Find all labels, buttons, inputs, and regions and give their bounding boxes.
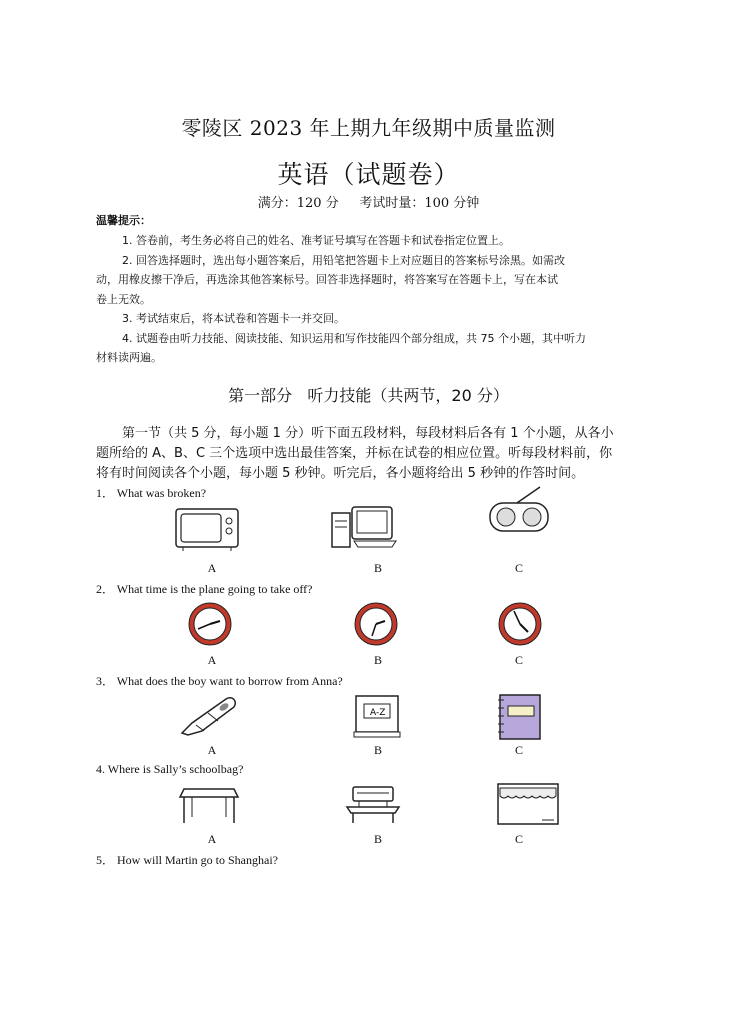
option-b-label: B — [373, 832, 382, 846]
clock-icon — [186, 602, 234, 646]
score-time-line: 满分：120 分 考试时量：100 分钟 — [257, 196, 480, 211]
tv-icon — [175, 507, 239, 551]
option-a-label: A — [207, 653, 217, 667]
question-4: 4. Where is Sally’s schoolbag? — [96, 762, 244, 776]
option-a-label: A — [207, 743, 217, 757]
instruction-line: 第一节（共 5 分，每小题 1 分）听下面五段材料，每段材料后各有 1 个小题，从各小 — [122, 426, 614, 441]
radio-icon — [488, 487, 550, 535]
option-b-label: B — [373, 653, 382, 667]
option-c-label: C — [514, 561, 523, 575]
option-b-label: B — [373, 743, 382, 757]
pen-icon — [178, 695, 240, 737]
exam-title: 零陵区 2023 年上期九年级期中质量监测 — [181, 116, 556, 140]
notice-line: 卷上无效。 — [96, 293, 151, 306]
blackboard-icon — [496, 782, 560, 826]
option-c-label: C — [514, 832, 523, 846]
notice-line: 动，用橡皮擦干净后，再选涂其他答案标号。回答非选择题时，将答案写在答题卡上，写在本试 — [96, 273, 558, 286]
section-title: 第一部分 听力技能（共两节，20 分） — [228, 386, 509, 405]
svg-text:A-Z: A-Z — [370, 708, 386, 718]
question-5: 5． How will Martin go to Shanghai? — [96, 853, 278, 867]
computer-icon — [330, 505, 398, 549]
option-c-label: C — [514, 653, 523, 667]
notice-line: 1. 答卷前，考生务必将自己的姓名、准考证号填写在答题卡和试卷指定位置上。 — [122, 234, 510, 247]
option-b-label: B — [373, 561, 382, 575]
notice-line: 4. 试题卷由听力技能、阅读技能、知识运用和写作技能四个部分组成，共 75 个小题，其中听力 — [122, 332, 586, 345]
notice-heading: 温馨提示： — [96, 214, 151, 227]
question-3: 3． What does the boy want to borrow from Anna? — [96, 674, 343, 688]
chair-icon — [343, 785, 403, 825]
clock-icon — [352, 602, 400, 646]
subject-title: 英语（试题卷） — [277, 160, 460, 189]
notice-line: 2. 回答选择题时，选出每小题答案后，用铅笔把答题卡上对应题目的答案标号涂黑。如需改 — [122, 254, 565, 267]
option-a-label: A — [207, 561, 217, 575]
option-a-label: A — [207, 832, 217, 846]
dictionary-icon — [352, 694, 402, 738]
question-2: 2． What time is the plane going to take off? — [96, 582, 313, 596]
instruction-line: 题所给的 A、B、C 三个选项中选出最佳答案，并标在试卷的相应位置。听每段材料前，你 — [96, 446, 613, 461]
notebook-icon — [496, 694, 544, 740]
table-icon — [178, 787, 240, 825]
question-1: 1． What was broken? — [96, 486, 207, 500]
clock-icon — [496, 602, 544, 646]
notice-line: 材料读两遍。 — [96, 351, 162, 364]
instruction-line: 将有时间阅读各个小题，每小题 5 秒钟。听完后，各小题将给出 5 秒钟的作答时间。 — [96, 466, 585, 481]
notice-line: 3. 考试结束后，将本试卷和答题卡一并交回。 — [122, 312, 345, 325]
option-c-label: C — [514, 743, 523, 757]
